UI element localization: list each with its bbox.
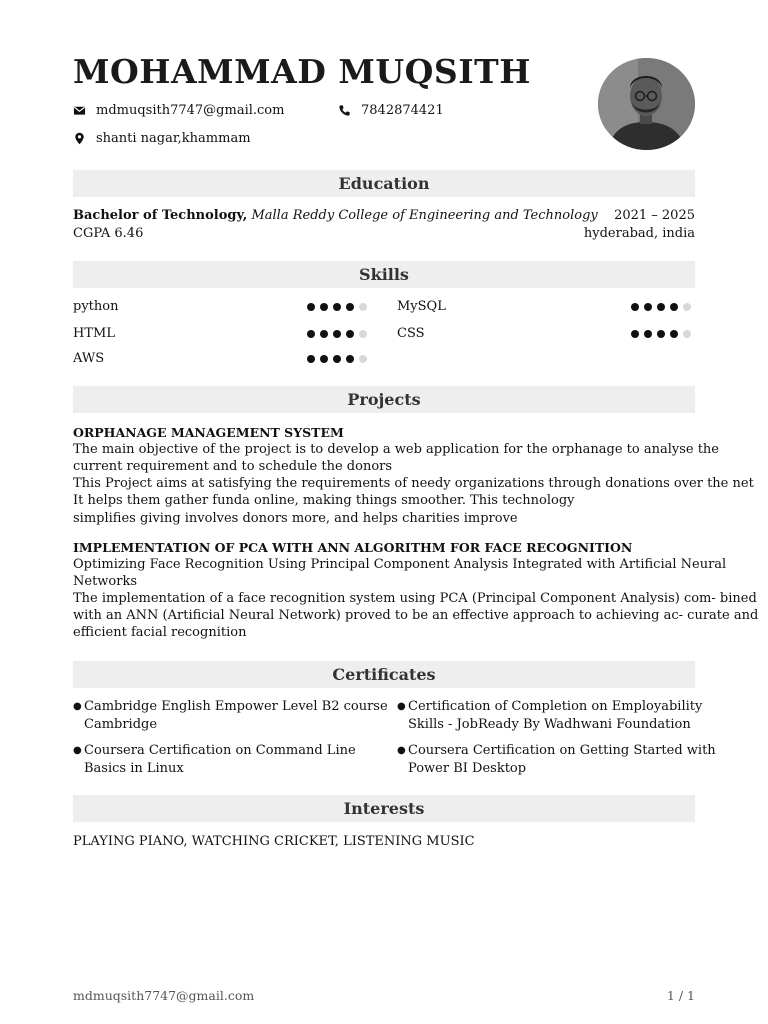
bullet-icon: ● [397, 701, 406, 712]
certificate-item [73, 698, 388, 733]
skill-dot [346, 355, 354, 363]
skill-name: MySQL [397, 299, 446, 314]
skill-dot [657, 303, 665, 311]
certificate-item [397, 698, 702, 733]
skill-dot [307, 330, 315, 338]
skill-level-python [307, 303, 367, 311]
skill-dot [631, 303, 639, 311]
project-line: with an ANN (Artificial Neural Network) proved to be an effective approach to achieving ac- curate and [73, 608, 759, 623]
project-line: efficient facial recognition [73, 625, 247, 640]
skill-dot [320, 355, 328, 363]
certificate-line: Power BI Desktop [408, 760, 527, 776]
education-degree-line [73, 207, 598, 225]
skill-dot [307, 355, 315, 363]
skill-dot-empty [683, 330, 691, 338]
profile-photo [598, 58, 695, 150]
phone-contact[interactable] [338, 103, 444, 118]
education-grade: CGPA 6.46 [73, 226, 144, 241]
skill-name: python [73, 299, 119, 314]
project-line: The implementation of a face recognition system using PCA (Principal Component Analysis) com- bined [73, 591, 757, 606]
certificate-line: Coursera Certification on Command Line [84, 743, 356, 758]
phone-text: 7842874421 [361, 103, 444, 118]
project-line: Optimizing Face Recognition Using Principal Component Analysis Integrated with Artificial Neural [73, 557, 727, 572]
skill-dot [333, 303, 341, 311]
certificate-item [397, 742, 716, 777]
education-heading: Education [73, 170, 695, 197]
education-dates: 2021 – 2025 [614, 208, 695, 223]
project-line: This Project aims at satisfying the requirements of needy organizations through donations over the net [73, 476, 754, 491]
certificate-line: Certification of Completion on Employability [408, 699, 703, 714]
project-line: It helps them gather funda online, making things smoother. This technology [73, 493, 575, 508]
skill-dot [333, 355, 341, 363]
skill-dot-empty [359, 355, 367, 363]
certificate-line: Cambridge [84, 716, 158, 732]
certificate-line: Basics in Linux [84, 760, 184, 776]
skill-dot [333, 330, 341, 338]
footer-email: mdmuqsith7747@gmail.com [73, 988, 255, 1003]
envelope-icon [73, 104, 86, 117]
skill-dot [644, 303, 652, 311]
candidate-name: MOHAMMAD MUQSITH [73, 52, 531, 91]
email-text: mdmuqsith7747@gmail.com [96, 103, 285, 118]
skill-dot [644, 330, 652, 338]
skill-dot [670, 303, 678, 311]
skill-dot [320, 303, 328, 311]
location-text: shanti nagar,khammam [96, 131, 251, 146]
skill-dot [670, 330, 678, 338]
interests-text: PLAYING PIANO, WATCHING CRICKET, LISTENING MUSIC [73, 834, 475, 849]
bullet-icon: ● [397, 745, 406, 756]
location-pin-icon [73, 132, 86, 145]
skill-level-mysql [631, 303, 691, 311]
certificate-line: Coursera Certification on Getting Started with [408, 743, 716, 758]
certificate-line: Cambridge English Empower Level B2 course [84, 699, 388, 714]
phone-icon [338, 104, 351, 117]
degree: Bachelor of Technology, [73, 208, 248, 223]
skill-dot [631, 330, 639, 338]
skill-name: CSS [397, 326, 425, 341]
project-line: Networks [73, 574, 138, 589]
institution: Malla Reddy College of Engineering and Technology [251, 208, 598, 223]
projects-heading: Projects [73, 386, 695, 413]
project-title: ORPHANAGE MANAGEMENT SYSTEM [73, 425, 344, 440]
skills-heading: Skills [73, 261, 695, 288]
project-line: simplifies giving involves donors more, and helps charities improve [73, 511, 518, 526]
interests-heading: Interests [73, 795, 695, 822]
certificate-item [73, 742, 356, 777]
project-line: current requirement and to schedule the donors [73, 459, 393, 474]
bullet-icon: ● [73, 701, 82, 712]
skill-dot [320, 330, 328, 338]
bullet-icon: ● [73, 745, 82, 756]
skill-level-aws [307, 355, 367, 363]
skill-dot [657, 330, 665, 338]
skill-name: AWS [73, 351, 105, 366]
skill-dot-empty [359, 303, 367, 311]
skill-dot [307, 303, 315, 311]
footer-page-number: 1 / 1 [666, 988, 695, 1003]
skill-dot-empty [359, 330, 367, 338]
location-contact [73, 131, 251, 146]
project-line: The main objective of the project is to develop a web application for the orphanage to analyse the [73, 442, 719, 457]
education-place: hyderabad, india [583, 226, 695, 241]
skill-level-html [307, 330, 367, 338]
skill-dot [346, 330, 354, 338]
skill-name: HTML [73, 326, 115, 341]
skill-dot-empty [683, 303, 691, 311]
certificates-heading: Certificates [73, 661, 695, 688]
skill-dot [346, 303, 354, 311]
skill-level-css [631, 330, 691, 338]
certificate-line: Skills - JobReady By Wadhwani Foundation [408, 716, 691, 732]
project-title: IMPLEMENTATION OF PCA WITH ANN ALGORITHM FOR FACE RECOGNITION [73, 540, 633, 555]
email-contact[interactable] [73, 103, 284, 118]
